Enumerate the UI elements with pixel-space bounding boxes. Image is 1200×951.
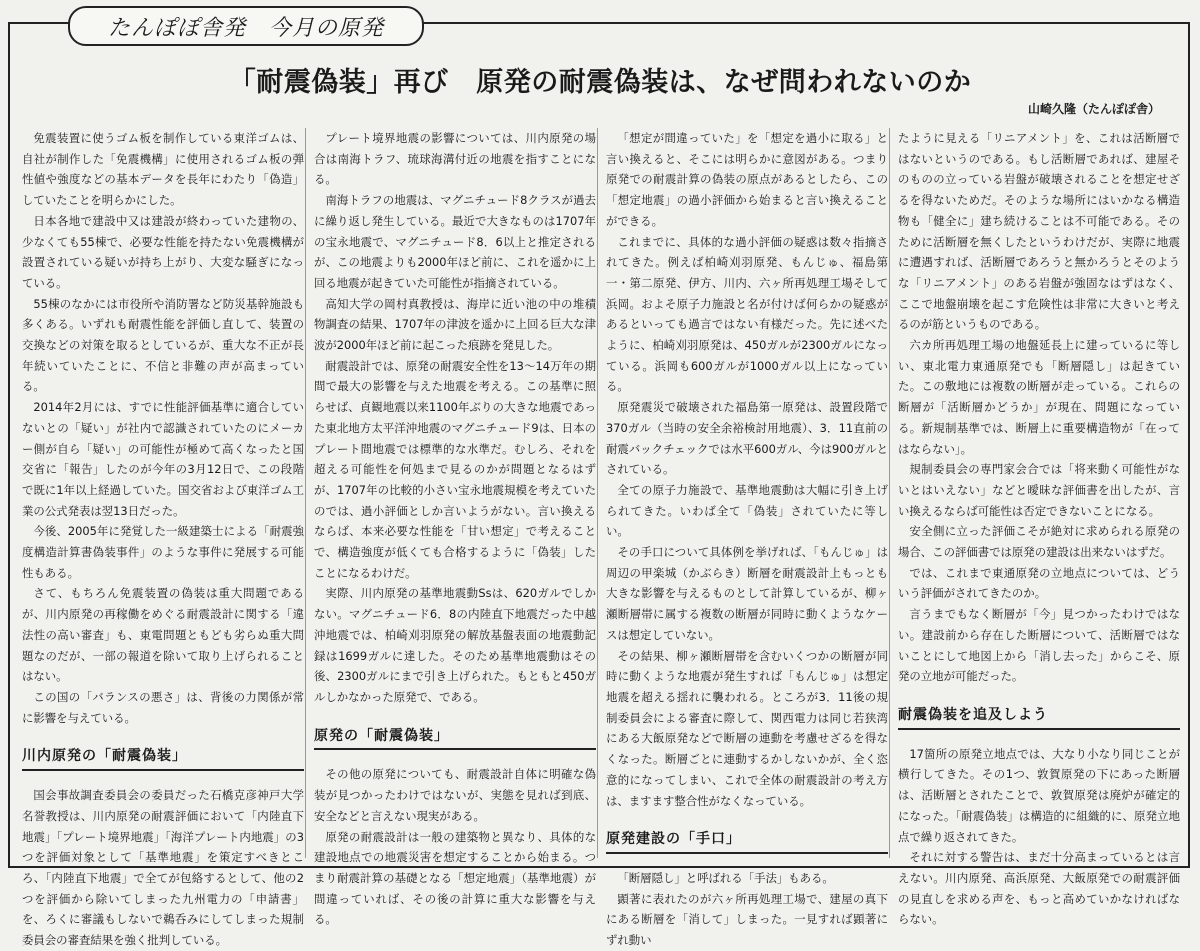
paragraph: この国の「バランスの悪さ」は、背後の力関係が常に影響を与えている。	[22, 689, 304, 725]
paragraph: 55棟のなかには市役所や消防署など防災基幹施設も多くある。いずれも耐震性能を評価し直して、装置の交換などの対策を取るとしているが、重大な不正が長年続いていたことに、不信と非難の声が高まっている。	[22, 296, 304, 394]
paragraph: 全ての原子力施設で、基準地震動は大幅に引き上げられてきた。いわば全て「偽装」されていたに等しい。	[606, 482, 888, 539]
series-badge	[68, 6, 424, 46]
text-column-1	[22, 128, 304, 951]
paragraph: 実際、川内原発の基準地震動Ssは、620ガルでしかない。マグニチュード6．8の内陸直下地震だった中越沖地震では、柏崎刈羽原発の解放基盤表面の地震動記録は1699ガルに達した。そのため基準地震動はその後、2300ガルにまで引き上げられた。もともと450ガルしかなかった原発で、である。	[314, 586, 596, 704]
paragraph: さて、もちろん免震装置の偽装は重大問題であるが、川内原発の再稼働をめぐる耐震設計に関する「違法性の高い審査」も、東電問題ともども劣らぬ重大問題なのだが、一部の報道を除いて取り上げられることはない。	[22, 586, 304, 684]
paragraph: 高知大学の岡村真教授は、海岸に近い池の中の堆積物調査の結果、1707年の津波を遥かに上回る巨大な津波が2000年ほど前に起こった痕跡を発見した。	[314, 296, 596, 353]
column-divider	[597, 128, 598, 858]
paragraph: 南海トラフの地震は、マグニチュード8クラスが過去に繰り返し発生している。最近で大きなものは1707年の宝永地震で、マグニチュード8．6以上と推定されるが、この地震よりも2000年ほど前に、これを遥かに上回る地震が起きていた可能性が指摘されている。	[314, 193, 596, 290]
paragraph: これまでに、具体的な過小評価の疑惑は数々指摘されてきた。例えば柏崎刈羽原発、もんじゅ、福島第一・第二原発、伊方、川内、六ヶ所再処理工場そして浜岡。およそ原子力施設と名が付けば何らかの疑惑があるといっても過言ではない有様だった。先に述べたように、柏崎刈羽原発は、450ガルが2300ガルになっている。浜岡も600ガルが1000ガル以上になっている。	[606, 234, 888, 394]
paragraph: 免震装置に使うゴム板を制作している東洋ゴムは、自社が制作した「免震機構」に使用されるゴム板の弾性値や強度などの基本データを長年にわたり「偽造」していたことを明らかにした。	[22, 131, 304, 208]
section-heading: 耐震偽装を追及しよう	[898, 705, 1180, 730]
paragraph: 「断層隠し」と呼ばれる「手法」もある。	[617, 870, 834, 885]
paragraph: 原発の耐震設計は一般の建築物と異なり、具体的な建設地点での地震災害を想定することから始まる。つまり耐震計算の基礎となる「想定地震」（基準地震）が間違っていれば、その後の計算に重大な影響を与える。	[314, 829, 596, 927]
paragraph: 顕著に表れたのが六ヶ所再処理工場で、建屋の真下にある断層を「消して」しまった。一見すれば顕著にずれ動い	[606, 891, 888, 948]
paragraph: 言うまでもなく断層が「今」見つかったわけではない。建設前から存在した断層について、活断層ではないことにして地図上から「消し去った」からこそ、原発の立地が可能だった。	[898, 607, 1180, 684]
column-divider	[889, 128, 890, 858]
paragraph: 日本各地で建設中又は建設が終わっていた建物の、少なくても55棟で、必要な性能を持たない免震機構が設置されている疑いが持ち上がり、大変な騒ぎになっている。	[22, 213, 304, 290]
paragraph: たように見える「リニアメント」を、これは活断層ではないというのである。もし活断層であれば、建屋そのものの立っている岩盤が破壊されることを想定せざるを得ないためだ。そのような場所にはいかなる構造物も「健全に」建ち続けることは不可能である。そのために活断層を無くしたというわけだが、実際に地震に遭遇すれば、活断層であろうと無かろうとそのような「リニアメント」のある岩盤が強固なはずはなく、ここで地盤崩壊を起こす危険性は非常に大きいと考えるのが筋というものである。	[898, 131, 1180, 332]
section-heading: 川内原発の「耐震偽装」	[22, 746, 304, 771]
paragraph: 安全側に立った評価こそが絶対に求められる原発の場合、この評価書では原発の建設は出来ないはずだ。	[898, 524, 1180, 560]
paragraph: 国会事故調査委員会の委員だった石橋克彦神戸大学名誉教授は、川内原発の耐震評価において「内陸直下地震」「プレート境界地震」「海洋プレート内地震」の3つを評価対象として「基準地震」を策定すべきところ、「内陸直下地震」で全てが包絡するとして、他の2つを評価から除いてしまった九州電力の「申請書」を、ろくに審議もしないで鵜呑みにしてしまった規制委員会の審査結果を強く批判している。	[22, 788, 304, 948]
section-heading: 原発建設の「手口」	[606, 829, 888, 854]
paragraph: その結果、柳ヶ瀬断層帯を含むいくつかの断層が同時に動くような地震が発生すれば「もんじゅ」は想定地震を超える揺れに襲われる。ところが3．11後の規制委員会による審査に際して、関西電力は同じ若狭湾にある大飯原発などで断層の連動を考慮せざるを得なくなった。断層ごとに連動するかしないかが、全く恣意的になってしまい、これで全体の耐震設計の考え方は、ますます整合性がなくなっている。	[606, 648, 888, 808]
paragraph: 「想定が間違っていた」を「想定を過小に取る」と言い換えると、そこには明らかに意図がある。つまり原発での耐震計算の偽装の原点があるとしたら、この「想定地震」の過小評価から始まると言い換えることができる。	[606, 131, 888, 228]
text-column-4	[898, 128, 1180, 930]
paragraph: 今後、2005年に発覚した一級建築士による「耐震強度構造計算書偽装事件」のような事件に発展する可能性もある。	[22, 524, 304, 580]
paragraph: 原発震災で破壊された福島第一原発は、設置段階で370ガル（当時の安全余裕検討用地震）、3．11直前の耐震バックチェックでは水平600ガル、今は900ガルとされている。	[606, 400, 888, 477]
paragraph: 2014年2月には、すでに性能評価基準に適合していないとの「疑い」が社内で認識されていたのにメーカー側が自ら「疑い」の可能性が極めて高くなったと国交省に「報告」したのが今年の3月12日で、この段階で既に1年以上経過していた。国交省および東洋ゴム工業の公式発表は翌13日だった。	[22, 400, 304, 518]
paragraph: その他の原発についても、耐震設計自体に明確な偽装が見つかったわけではないが、実態を見れば到底、安全などと言えない現実がある。	[314, 767, 596, 823]
section-heading: 原発の「耐震偽装」	[314, 726, 596, 751]
paragraph: 耐震設計では、原発の耐震安全性を13～14万年の期間で最大の影響を与えた地震を考える。この基準に照らせば、貞観地震以来1100年ぶりの大きな地震であった東北地方太平洋沖地震のマグニチュード9は、日本のプレート間地震では標準的な水準だ。むしろ、それを超える可能性を何処まで見るのかが問題となるはずが、1707年の比較的小さい宝永地震規模を考えていたのでは、過小評価としか言いようがない。言い換えるならば、本来必要な性能を「甘い想定」で考えることで、構造強度が低くても合格するように「偽装」したことになるわけだ。	[314, 358, 596, 580]
paragraph: プレート境界地震の影響については、川内原発の場合は南海トラフ、琉球海溝付近の地震を指すことになる。	[314, 131, 596, 187]
text-column-3	[606, 128, 888, 951]
paragraph: 規制委員会の専門家会合では「将来動く可能性がないとはいえない」などと曖昧な評価書を出したが、言い換えるならば可能性は否定できないことになる。	[898, 462, 1180, 518]
paragraph: 六カ所再処理工場の地盤延長上に建っているに等しい、東北電力東通原発でも「断層隠し」は起きていた。この敷地には複数の断層が走っている。これらの断層が「活断層かどうか」が現在、問題になっている。新規制基準では、断層上に重要構造物が「在ってはならない」。	[898, 338, 1180, 456]
paragraph: では、これまで東通原発の立地点については、どういう評価がされてきたのか。	[898, 565, 1180, 601]
article-title: 「耐震偽装」再び 原発の耐震偽装は、なぜ問われないのか	[228, 67, 972, 98]
series-badge-text: たんぽぽ舎発 今月の原発	[107, 15, 384, 41]
text-column-2	[314, 128, 596, 930]
article-author: 山崎久隆（たんぽぽ舎）	[1027, 102, 1160, 116]
paragraph: その手口について具体例を挙げれば、「もんじゅ」は周辺の甲楽城（かぶらき）断層を耐震設計上もっとも大きな影響を与えるものとして計算しているが、柳ヶ瀬断層帯に属する複数の断層が同時に動くようなケースは想定していない。	[606, 545, 888, 642]
column-divider	[305, 128, 306, 858]
paragraph: それに対する警告は、まだ十分高まっているとは言えない。川内原発、高浜原発、大飯原発での耐震評価の見直しを求める声を、もっと高めていかなければならない。	[898, 850, 1180, 927]
paragraph: 17箇所の原発立地点では、大なり小なり同じことが横行してきた。その1つ、敦賀原発の下にあった断層は、活断層とされたことで、敦賀原発は廃炉が確定的になった。「耐震偽装」は構造的に組織的に、原発立地点で繰り返されてきた。	[898, 746, 1180, 844]
